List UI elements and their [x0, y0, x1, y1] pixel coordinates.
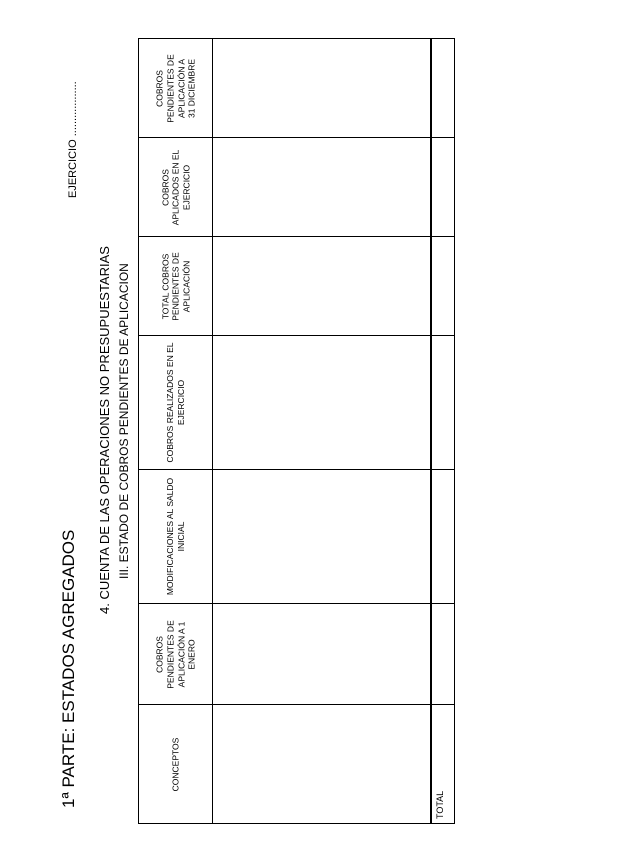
- header-cobros-realizados: COBROS REALIZADOS EN EL EJERCICIO: [164, 342, 186, 463]
- col-divider: [138, 603, 455, 604]
- header-conceptos: CONCEPTOS: [170, 737, 181, 791]
- col-divider: [138, 236, 455, 237]
- exercise-label: EJERCICIO ..................: [67, 81, 79, 198]
- header-pendientes-1-enero: COBROS PENDIENTES DE APLICACIÓN A 1 ENERO: [154, 619, 197, 689]
- subsection-title: III. ESTADO DE COBROS PENDIENTES DE APLICACION: [117, 263, 131, 579]
- page-title: 1ª PARTE: ESTADOS AGREGADOS: [59, 529, 78, 808]
- total-label: TOTAL: [435, 790, 445, 819]
- header-pendientes-31-diciembre: COBROS PENDIENTES DE APLICACIÓN A 31 DICIEMBRE: [154, 53, 197, 123]
- table-border-right: [454, 38, 455, 824]
- total-divider: [430, 38, 432, 824]
- header-cobros-aplicados: COBROS APLICADOS EN EL EJERCICIO: [159, 149, 191, 225]
- section-title: 4. CUENTA DE LAS OPERACIONES NO PRESUPUESTARIAS: [97, 246, 112, 614]
- header-total-cobros: TOTAL COBROS PENDIENTES DE APLICACIÓN: [159, 251, 191, 321]
- col-divider: [138, 137, 455, 138]
- table-border-top: [138, 38, 455, 39]
- header-modificaciones: MODIFICACIONES AL SALDO INICIAL: [164, 477, 186, 596]
